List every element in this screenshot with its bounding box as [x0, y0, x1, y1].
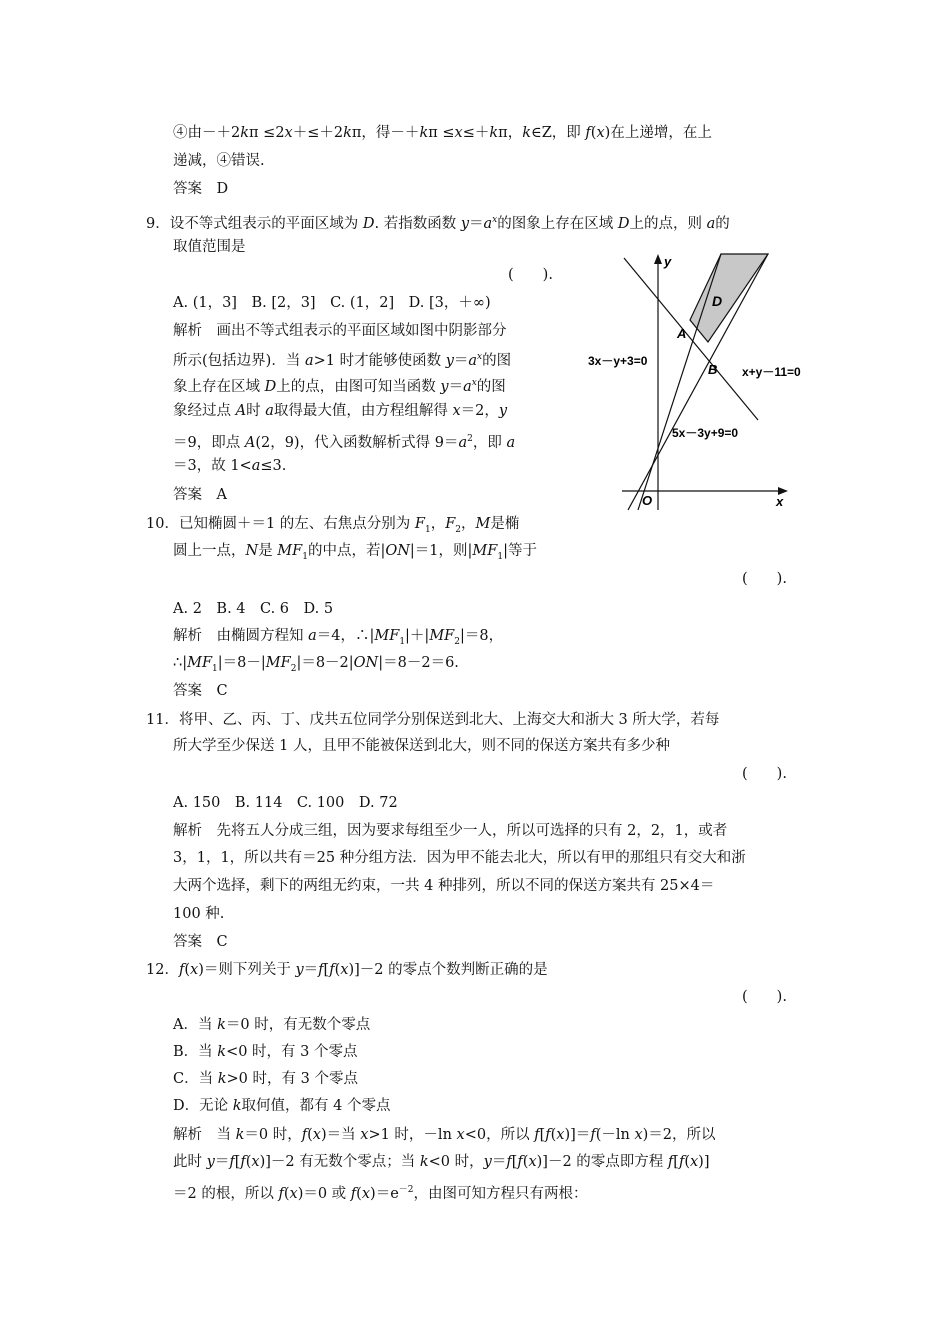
- solution-line: 象上存在区域 D上的点，由图可知当函数 $y=a^x$的图: [173, 378, 506, 395]
- origin-label: O: [642, 493, 653, 508]
- solution-line: 解析 由椭圆方程知 a＝4，$\therefore|MF_1|+|MF_2|=8$，: [173, 628, 504, 647]
- solution-line: 解析 画出不等式组表示的平面区域如图中阴影部分: [173, 323, 507, 339]
- solution-line: 100 种.: [173, 906, 225, 922]
- solution-line: ＝3，故 1<a≤3.: [173, 458, 287, 474]
- answer-bracket: ( ).: [742, 989, 787, 1005]
- solution-line: 大两个选择，剩下的两组无约束，一共 4 种排列，所以不同的保送方案共有 25×4＝: [173, 878, 715, 894]
- solution-line: ＝2 的根，所以 f(x)＝0 或 $f(x)=e^{-2}$，由图可知方程只有两根：: [173, 1185, 588, 1202]
- question-10-options: A. 2 B. 4 C. 6 D. 5: [173, 601, 334, 617]
- question-9-options: A. (1，3] B. [2，3] C. (1，2] D. [3，＋∞): [173, 295, 491, 311]
- x-axis-label: x: [776, 494, 784, 509]
- solution-line: $\therefore|MF_1|=8-|MF_2|=8-2|ON|=8-2=6$.: [173, 655, 459, 674]
- question-9-stem: 9．设不等式组表示的平面区域为 D. 若指数函数 $y=a^x$的图象上存在区域 D上的点，则 a的: [146, 215, 730, 232]
- answer-line: 答案 C: [173, 683, 228, 699]
- y-axis-arrow: [654, 254, 662, 264]
- answer-line: 答案 D: [173, 181, 229, 197]
- solution-line: 此时 y＝f[f(x)]－2 有无数个零点；当 k<0 时，y＝f[f(x)]－2 的零点即方程 f[f(x)]: [173, 1154, 710, 1170]
- answer-bracket: ( ).: [742, 571, 787, 587]
- question-12-option-b: B．当 k<0 时，有 3 个零点: [173, 1044, 358, 1060]
- question-11-stem: 所大学至少保送 1 人，且甲不能被保送到北大，则不同的保送方案共有多少种: [173, 738, 670, 754]
- solution-line: 象经过点 A时 a取得最大值，由方程组解得 x＝2，y: [173, 403, 508, 419]
- solution-line: ＝9，即点 A(2，9)，代入函数解析式得 $9=a^2$，即 a: [173, 434, 516, 451]
- line-2-label: x+y－11=0: [742, 365, 801, 379]
- line-3-label: 5x－3y+9=0: [672, 426, 739, 440]
- question-12-option-d: D．无论 k取何值，都有 4 个零点: [173, 1098, 391, 1114]
- line-1-label: 3x－y+3=0: [588, 354, 648, 368]
- question-11-options: A. 150 B. 114 C. 100 D. 72: [173, 795, 398, 811]
- solution-line: 所示(包括边界)．当 a>1 时才能够使函数 $y=a^x$的图: [173, 352, 512, 369]
- point-a-label: A: [677, 326, 687, 341]
- feasible-region-figure: [588, 248, 820, 518]
- answer-line: 答案 C: [173, 934, 228, 950]
- solution-line: 解析 当 k＝0 时，f(x)＝当 x>1 时，－ln x<0，所以 f[f(x)]＝f(－ln x)＝2，所以: [173, 1127, 716, 1143]
- y-axis-label: y: [664, 254, 672, 269]
- question-12-option-c: C．当 k>0 时，有 3 个零点: [173, 1071, 358, 1087]
- solution-line: ④由－＋2kπ ≤2x＋≤＋2kπ，得－＋kπ ≤x≤＋kπ，k∈Z，即 f(x)在上递增，在上: [173, 125, 712, 141]
- answer-bracket: ( ).: [508, 267, 553, 283]
- solution-line: 解析 先将五人分成三组，因为要求每组至少一人，所以可选择的只有 2，2，1，或者: [173, 823, 728, 839]
- question-11-stem: 11．将甲、乙、丙、丁、戊共五位同学分别保送到北大、上海交大和浙大 3 所大学，若每: [146, 712, 720, 728]
- question-12-option-a: A．当 k＝0 时，有无数个零点: [173, 1017, 371, 1033]
- question-12-stem: 12．f(x)＝则下列关于 y＝f[f(x)]－2 的零点个数判断正确的是: [146, 962, 548, 978]
- region-d-label: D: [712, 293, 723, 309]
- question-10-stem: 10．已知椭圆＋＝1 的左、右焦点分别为 $F_1$，$F_2$，M是椭: [146, 516, 520, 535]
- question-10-stem: 圆上一点，N是 $MF_1$的中点，若|ON|＝1，则$|MF_1|$等于: [173, 543, 537, 562]
- answer-line: 答案 A: [173, 487, 227, 503]
- solution-line: 递减，④错误.: [173, 153, 265, 169]
- question-9-stem: 取值范围是: [173, 239, 246, 255]
- line-3x-y+3: [638, 254, 721, 510]
- answer-bracket: ( ).: [742, 766, 787, 782]
- line-5x-3y+9: [628, 254, 768, 510]
- point-b-label: B: [708, 362, 718, 377]
- region-d-shading: [690, 254, 768, 342]
- solution-line: 3，1，1，所以共有＝25 种分组方法．因为甲不能去北大，所以有甲的那组只有交大和浙: [173, 850, 746, 866]
